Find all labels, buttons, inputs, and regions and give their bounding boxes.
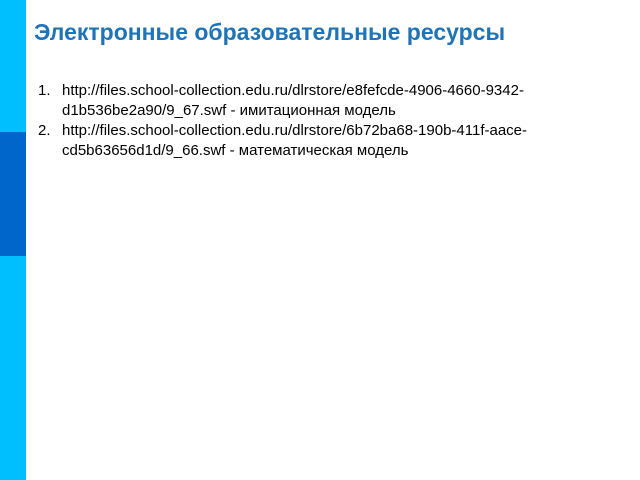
list-item-number: 1. [38,82,51,99]
resource-link-line-2[interactable]: d1b536be2a90/9_67.swf - имитационная модель [62,102,396,119]
resource-link-line-1[interactable]: http://files.school-collection.edu.ru/dlrstore/6b72ba68-190b-411f-aace- [62,122,527,139]
list-item [38,121,598,161]
resource-list [38,81,598,161]
resource-link-line-2[interactable]: cd5b63656d1d/9_66.swf - математическая модель [62,142,409,159]
side-bar-accent [0,132,26,256]
resource-link[interactable] [62,121,598,161]
resource-link[interactable] [62,81,598,121]
slide-title: Электронные образовательные ресурсы [34,19,506,45]
list-item-number: 2. [38,122,51,139]
list-item [38,81,598,121]
resource-link-line-1[interactable]: http://files.school-collection.edu.ru/dlrstore/e8fefcde-4906-4660-9342- [62,82,524,99]
